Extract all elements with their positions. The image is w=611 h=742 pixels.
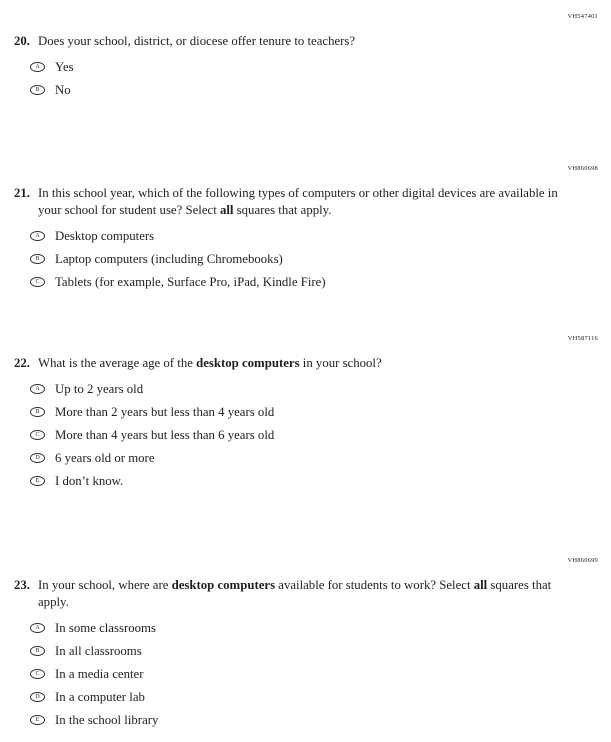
option-label: In a computer lab (55, 690, 145, 704)
question-block-21 (0, 164, 611, 296)
option-letter: A (35, 233, 40, 239)
question-segment: Does your school, district, or diocese offer tenure to teachers? (38, 34, 356, 48)
answer-oval-icon[interactable] (30, 254, 45, 264)
answer-oval-icon[interactable] (30, 646, 45, 656)
option-letter: A (35, 625, 40, 631)
answer-options (0, 58, 611, 99)
question-segment: What is the average age of the (38, 356, 197, 370)
option-label: Yes (55, 60, 74, 74)
answer-oval-icon[interactable] (30, 277, 45, 287)
answer-oval-icon[interactable] (30, 231, 45, 241)
question-number: 20. (14, 34, 30, 48)
question-code: VH860698 (567, 165, 598, 172)
question-text (38, 185, 558, 219)
question-text (38, 355, 558, 372)
answer-oval-icon[interactable] (30, 407, 45, 417)
answer-option[interactable] (30, 472, 611, 490)
option-label: No (55, 83, 71, 97)
option-label: 6 years old or more (55, 451, 155, 465)
question-segment: all (473, 578, 488, 592)
question-segment: desktop computers (171, 578, 276, 592)
question-segment: squares that apply. (38, 578, 552, 609)
answer-oval-icon[interactable] (30, 453, 45, 463)
option-letter: C (35, 671, 40, 677)
question-code: VH587116 (567, 335, 598, 342)
answer-option[interactable] (30, 665, 611, 683)
question-block-22 (0, 334, 611, 495)
option-letter: D (35, 694, 40, 700)
answer-option[interactable] (30, 227, 611, 245)
question-number: 23. (14, 578, 30, 592)
question-code: VH547401 (567, 13, 598, 20)
answer-option[interactable] (30, 403, 611, 421)
question-block-23 (0, 556, 611, 734)
answer-option[interactable] (30, 449, 611, 467)
option-letter: B (35, 87, 40, 93)
option-letter: C (35, 432, 40, 438)
option-letter: B (35, 256, 40, 262)
option-letter: C (35, 279, 40, 285)
option-letter: A (35, 386, 40, 392)
option-letter: D (35, 455, 40, 461)
option-letter: B (35, 648, 40, 654)
answer-option[interactable] (30, 426, 611, 444)
answer-option[interactable] (30, 81, 611, 99)
option-letter: E (35, 717, 40, 723)
question-text (38, 577, 558, 611)
answer-oval-icon[interactable] (30, 669, 45, 679)
question-segment: desktop computers (196, 356, 300, 370)
answer-option[interactable] (30, 711, 611, 729)
question-segment: In your school, where are (38, 578, 172, 592)
answer-oval-icon[interactable] (30, 384, 45, 394)
answer-oval-icon[interactable] (30, 476, 45, 486)
option-label: In all classrooms (55, 644, 142, 658)
answer-options (0, 227, 611, 291)
question-segment: available for students to work? Select (275, 578, 474, 592)
answer-option[interactable] (30, 688, 611, 706)
option-label: In the school library (55, 713, 159, 727)
answer-option[interactable] (30, 273, 611, 291)
answer-option[interactable] (30, 250, 611, 268)
option-label: More than 2 years but less than 4 years old (55, 405, 275, 419)
answer-option[interactable] (30, 58, 611, 76)
answer-option[interactable] (30, 642, 611, 660)
answer-oval-icon[interactable] (30, 715, 45, 725)
answer-oval-icon[interactable] (30, 623, 45, 633)
answer-oval-icon[interactable] (30, 692, 45, 702)
question-segment: in your school? (299, 356, 382, 370)
option-letter: E (35, 478, 40, 484)
answer-options (0, 380, 611, 490)
question-number: 21. (14, 186, 30, 200)
question-segment: In this school year, which of the following types of computers or other digital devices are available in your school for student use? Select (38, 186, 558, 217)
answer-oval-icon[interactable] (30, 85, 45, 95)
option-label: In some classrooms (55, 621, 156, 635)
answer-options (0, 619, 611, 729)
answer-option[interactable] (30, 380, 611, 398)
question-block-20 (0, 12, 611, 104)
option-label: In a media center (55, 667, 144, 681)
option-label: I don’t know. (55, 474, 124, 488)
question-segment: squares that apply. (233, 203, 332, 217)
answer-oval-icon[interactable] (30, 62, 45, 72)
option-label: Up to 2 years old (55, 382, 144, 396)
option-label: Laptop computers (including Chromebooks) (55, 252, 283, 266)
option-label: More than 4 years but less than 6 years old (55, 428, 275, 442)
option-label: Desktop computers (55, 229, 155, 243)
option-label: Tablets (for example, Surface Pro, iPad, Kindle Fire) (55, 275, 326, 289)
answer-oval-icon[interactable] (30, 430, 45, 440)
question-segment: all (219, 203, 234, 217)
question-code: VH860699 (567, 557, 598, 564)
question-number: 22. (14, 356, 30, 370)
question-text (38, 33, 558, 50)
option-letter: B (35, 409, 40, 415)
answer-option[interactable] (30, 619, 611, 637)
option-letter: A (35, 64, 40, 70)
